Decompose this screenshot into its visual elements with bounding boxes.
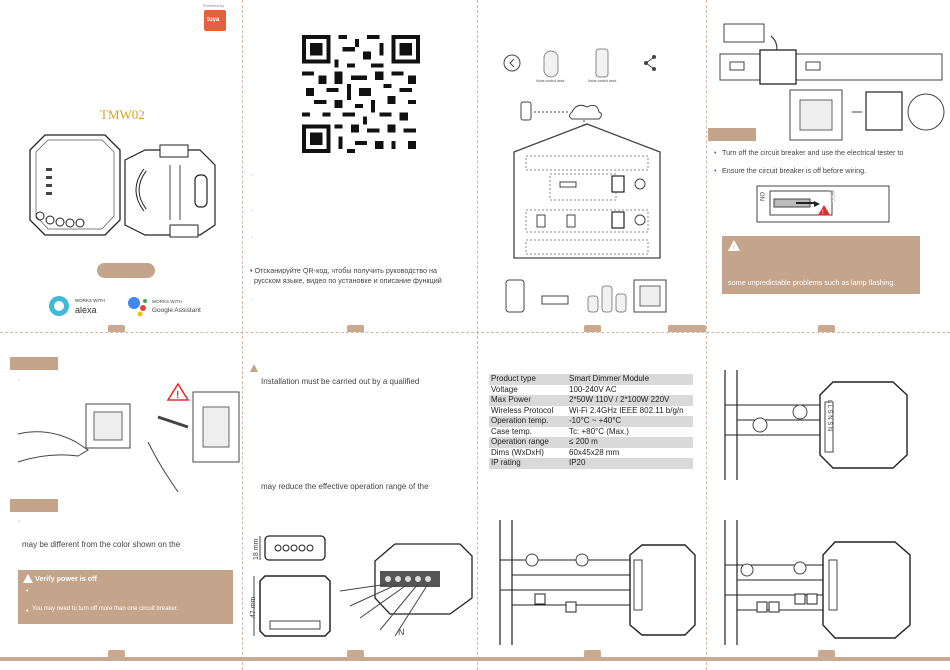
warning-box xyxy=(722,236,920,294)
wiring-diagram-1 xyxy=(490,520,705,645)
page-tab xyxy=(108,325,125,332)
fold-line xyxy=(242,0,243,670)
fold-line xyxy=(706,0,707,670)
bullet: • xyxy=(26,606,29,615)
bullet: · xyxy=(251,232,254,241)
spec-label: IP rating xyxy=(489,458,567,469)
tuya-logo-text: tuya xyxy=(207,17,220,23)
spec-row xyxy=(489,458,693,469)
bullet: · xyxy=(18,375,21,384)
warning-icon xyxy=(250,364,258,372)
google-name: Google Assistant xyxy=(152,307,201,314)
cover-pill xyxy=(97,263,155,278)
bullet: • xyxy=(714,166,717,175)
svg-text:!: ! xyxy=(176,390,180,401)
verify-power-box xyxy=(18,570,233,624)
page-tab xyxy=(818,325,835,332)
qualified-note: Installation must be carried out by a qualified xyxy=(261,377,420,386)
svg-text:!: ! xyxy=(733,245,735,251)
wiring-diagram-3 xyxy=(715,520,940,645)
spec-row xyxy=(489,437,693,448)
neutral-label: N xyxy=(398,627,405,637)
model-name: TMW02 xyxy=(100,107,145,122)
voice-caption: Voice control work xyxy=(588,79,617,83)
voice-caption: Voice control work xyxy=(536,79,565,83)
bullet: • xyxy=(714,148,717,157)
spec-row xyxy=(489,406,693,417)
spec-label: Operation range xyxy=(489,437,567,448)
bullet: · xyxy=(251,205,254,214)
page-tab xyxy=(818,650,835,657)
qr-code xyxy=(302,35,420,153)
bullet: · xyxy=(251,294,254,303)
bullet: • xyxy=(26,586,29,595)
spec-value: Tc: +80°C (Max.) xyxy=(567,427,693,438)
device-row-icons xyxy=(504,278,669,316)
spec-row xyxy=(489,374,693,385)
spec-label: Operation temp. xyxy=(489,416,567,427)
spec-row xyxy=(489,416,693,427)
range-note: may reduce the effective operation range of the xyxy=(261,482,429,491)
google-works-with: WORKS WITH xyxy=(152,299,182,304)
fold-line xyxy=(0,332,950,333)
page-tab xyxy=(347,325,364,332)
spec-value: IP20 xyxy=(567,458,693,469)
dim-width-label: 47 mm xyxy=(250,596,257,618)
google-assistant-icon xyxy=(127,296,149,318)
page-tab xyxy=(108,650,125,657)
terminal-labels: L L S N S N xyxy=(826,400,832,432)
bottom-bar xyxy=(0,657,950,661)
spec-label: Dims (WxDxH) xyxy=(489,448,567,459)
spec-row xyxy=(489,448,693,459)
breaker-switch xyxy=(756,185,891,223)
tester-illustration xyxy=(18,382,240,492)
page-tab xyxy=(584,650,601,657)
dim-height-label: 18 mm xyxy=(253,538,260,560)
section-header xyxy=(10,357,58,370)
svg-text:!: ! xyxy=(822,210,824,216)
spec-row xyxy=(489,395,693,406)
switch-off-label: OFF xyxy=(828,190,834,202)
alexa-name: alexa xyxy=(75,305,97,315)
smart-home-diagram xyxy=(512,100,672,260)
switch-on-label: ON xyxy=(758,192,764,201)
spec-value: Wi-Fi 2.4GHz IEEE 802.11 b/g/n xyxy=(567,406,693,417)
spec-row xyxy=(489,385,693,396)
verify-bullet: You may need to turn off more than one circuit breaker. xyxy=(32,606,179,612)
bullet: · xyxy=(18,516,21,525)
spec-value: 60x45x28 mm xyxy=(567,448,693,459)
page-tab xyxy=(584,325,601,332)
russian-note: • Отсканируйте QR-код, чтобы получить руководство на xyxy=(250,266,437,275)
warning-icon xyxy=(23,574,33,583)
spec-label: Product type xyxy=(489,374,567,385)
tuya-logo xyxy=(204,10,226,31)
wire-color-note: may be different from the color shown on the xyxy=(22,540,181,549)
spec-label: Max Power xyxy=(489,395,567,406)
page-tab xyxy=(668,325,706,332)
verify-title: Verify power is off xyxy=(35,574,97,583)
spec-value: 2*50W 110V / 2*100W 220V xyxy=(567,395,693,406)
spec-row xyxy=(489,427,693,438)
russian-note-2: русском языке, видео по установке и описание функций xyxy=(254,276,442,285)
dimensions-drawing xyxy=(250,526,475,646)
warning-icon xyxy=(728,240,740,251)
spec-value: 100-240V AC xyxy=(567,385,693,396)
powered-by: Powered by xyxy=(203,3,225,8)
spec-label: Wireless Protocol xyxy=(489,406,567,417)
spec-value: Smart Dimmer Module xyxy=(567,374,693,385)
safety-step-2: Ensure the circuit breaker is off before wiring. xyxy=(722,166,867,175)
spec-label: Case temp. xyxy=(489,427,567,438)
safety-step-1: Turn off the circuit breaker and use the electrical tester to xyxy=(722,148,904,157)
spec-label: Voltage xyxy=(489,385,567,396)
alexa-works-with: WORKS WITH xyxy=(75,298,105,303)
page-tab xyxy=(347,650,364,657)
alexa-icon xyxy=(49,296,69,316)
mounting-illustration xyxy=(716,20,946,145)
section-header xyxy=(708,128,756,141)
bullet: · xyxy=(251,170,254,179)
ecosystem-icons xyxy=(500,45,660,85)
product-illustration xyxy=(20,130,230,245)
spec-value: ≤ 200 m xyxy=(567,437,693,448)
fold-line xyxy=(477,0,478,670)
spec-table xyxy=(489,374,693,469)
section-header xyxy=(10,499,58,512)
warning-text: some unpredictable problems such as lamp flashing. xyxy=(728,278,896,287)
spec-value: -10°C ~ +40°C xyxy=(567,416,693,427)
